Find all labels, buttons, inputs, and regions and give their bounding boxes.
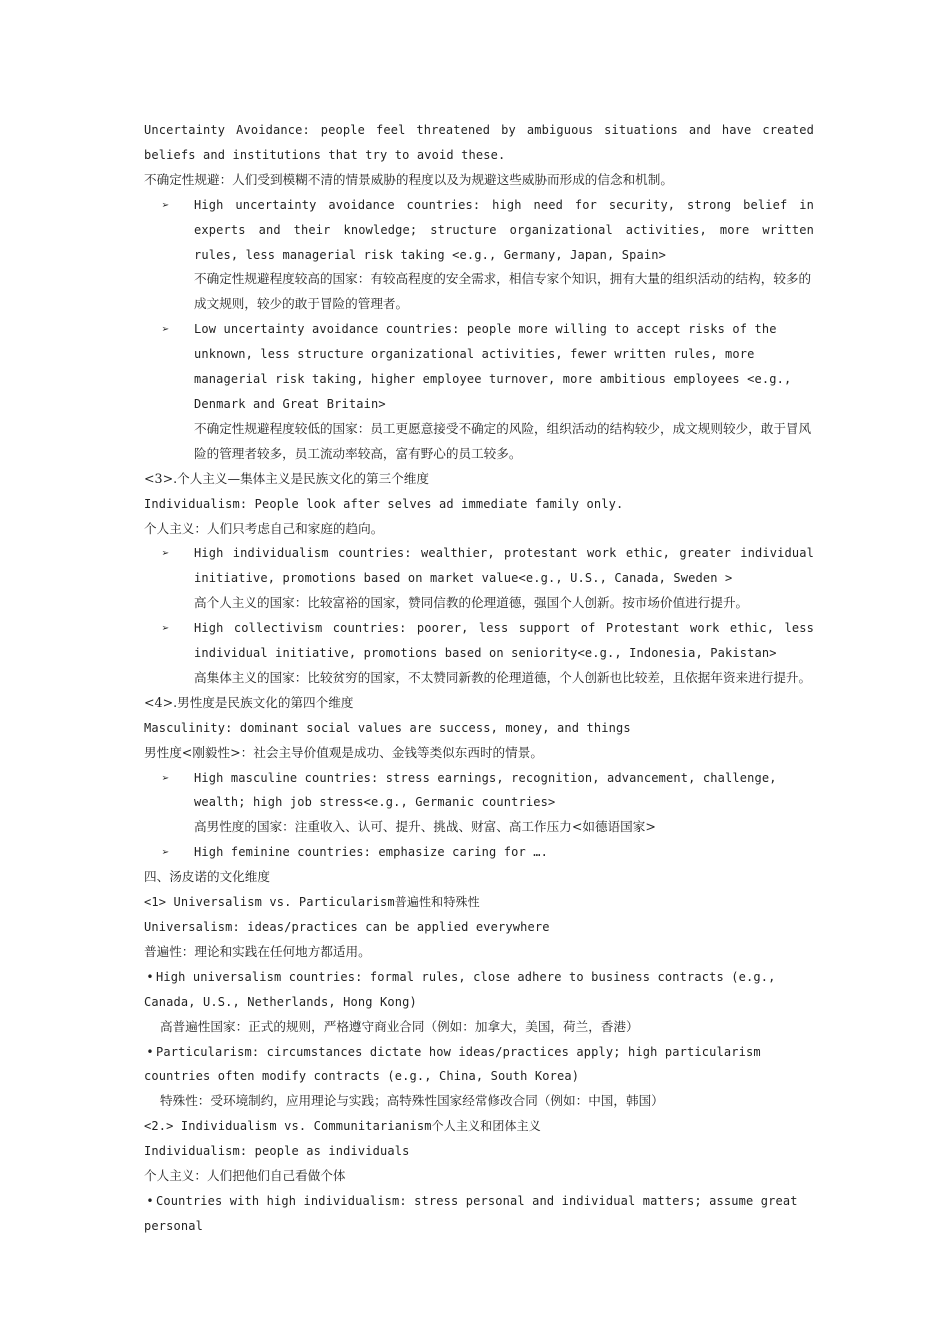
list-item: [144, 541, 814, 591]
ua-high-cn: 不确定性规避程度较高的国家：有较高程度的安全需求，相信专家个知识，拥有大量的组织活动的结构，较多的成文规则，较少的敢于冒险的管理者。: [194, 271, 812, 312]
ua-low-text: Low uncertainty avoidance countries: people more willing to accept risks of the unknown, less structure organizational activities, fewer written rules, more managerial risk taking, higher employee turnover, more ambitious employees <e.g., Denmark and Great Britain>: [194, 322, 792, 411]
dot-bullet-icon: •: [146, 969, 154, 984]
col-high-cn: 高集体主义的国家：比较贫穷的国家，不太赞同新教的伦理道德，个人创新也比较差，且依据年资来进行提升。: [194, 669, 812, 685]
ua-definition-cn: 不确定性规避：人们受到模糊不清的情景威胁的程度以及为规避这些威胁而形成的信念和机制。: [144, 171, 673, 187]
ic-definition: Individualism: people as individuals: [144, 1144, 410, 1159]
univ-high-cn: 高普遍性国家：正式的规则，严格遵守商业合同（例如：加拿大，美国，荷兰，香港）: [160, 1018, 639, 1034]
ic-high: [144, 1189, 814, 1239]
mas-definition-cn: 男性度<刚毅性>：社会主导价值观是成功、金钱等类似东西时的情景。: [144, 744, 543, 760]
list-item: [144, 193, 814, 268]
univ-heading: <1> Universalism vs. Particularism普遍性和特殊性: [144, 895, 480, 910]
particularism: [144, 1040, 814, 1090]
particularism-cn: 特殊性：受环境制约，应用理论与实践；高特殊性国家经常修改合同（例如：中国，韩国）: [160, 1093, 664, 1109]
univ-high-text: High universalism countries: formal rules, close adhere to business contracts (e.g., Canada, U.S., Netherlands, Hong Kong): [144, 969, 776, 1009]
mas-high-text: High masculine countries: stress earnings, recognition, advancement, challenge, wealth; high job stress<e.g., Germanic countries>: [194, 770, 777, 810]
univ-high: [144, 965, 814, 1015]
particularism-text: Particularism: circumstances dictate how ideas/practices apply; high particularism countries often modify contracts (e.g., China, South Korea): [144, 1044, 761, 1084]
dot-bullet-icon: •: [146, 1193, 154, 1208]
document-body: [144, 118, 814, 1239]
mas-high-cn: 高男性度的国家：注重收入、认可、提升、挑战、财富、高工作压力<如德语国家>: [194, 819, 656, 835]
ic-definition-cn: 个人主义：人们把他们自己看做个体: [144, 1168, 346, 1184]
mas-heading: <4>.男性度是民族文化的第四个维度: [144, 694, 354, 710]
arrow-bullet-icon: ➢: [162, 770, 170, 785]
list-item: [144, 317, 814, 417]
dot-bullet-icon: •: [146, 1044, 154, 1059]
col-high-text: High collectivism countries: poorer, less support of Protestant work ethic, less individual initiative, promotions based on seniority<e.g., Indonesia, Pakistan>: [194, 621, 814, 661]
section-4-heading: 四、汤皮诺的文化维度: [144, 869, 270, 885]
arrow-bullet-icon: ➢: [162, 845, 170, 860]
list-item: [144, 840, 814, 865]
ind-high-text: High individualism countries: wealthier, protestant work ethic, greater individual initiative, promotions based on market value<e.g., U.S., Canada, Sweden >: [194, 546, 814, 586]
arrow-bullet-icon: ➢: [162, 322, 170, 337]
ic-high-text: Countries with high individualism: stress personal and individual matters; assume great personal: [144, 1193, 798, 1233]
list-item: [144, 766, 814, 816]
univ-definition-cn: 普遍性：理论和实践在任何地方都适用。: [144, 943, 371, 959]
univ-definition: Universalism: ideas/practices can be applied everywhere: [144, 920, 550, 934]
mas-definition: Masculinity: dominant social values are success, money, and things: [144, 720, 631, 735]
arrow-bullet-icon: ➢: [162, 546, 170, 561]
arrow-bullet-icon: ➢: [162, 621, 170, 636]
list-item: [144, 616, 814, 666]
ic-heading: <2.> Individualism vs. Communitarianism个人主义和团体主义: [144, 1119, 541, 1134]
ind-definition-cn: 个人主义：人们只考虑自己和家庭的趋向。: [144, 520, 384, 536]
ua-low-cn: 不确定性规避程度较低的国家：员工更愿意接受不确定的风险，组织活动的结构较少，成文规则较少，敢于冒风险的管理者较多，员工流动率较高，富有野心的员工较多。: [194, 420, 812, 461]
ind-high-cn: 高个人主义的国家：比较富裕的国家，赞同信教的伦理道德，强国个人创新。按市场价值进行提升。: [194, 595, 749, 611]
ua-definition: Uncertainty Avoidance: people feel threatened by ambiguous situations and have created beliefs and institutions that try to avoid these.: [144, 123, 814, 162]
ind-definition: Individualism: People look after selves ad immediate family only.: [144, 496, 624, 511]
fem-high-text: High feminine countries: emphasize caring for ….: [194, 845, 548, 860]
arrow-bullet-icon: ➢: [162, 197, 170, 212]
ind-heading: <3>.个人主义—集体主义是民族文化的第三个维度: [144, 470, 429, 486]
ua-high-text: High uncertainty avoidance countries: high need for security, strong belief in experts and their knowledge; structure organizational activities, more written rules, less managerial risk taking <e.g., Germany, Japan, Spain>: [194, 197, 814, 262]
